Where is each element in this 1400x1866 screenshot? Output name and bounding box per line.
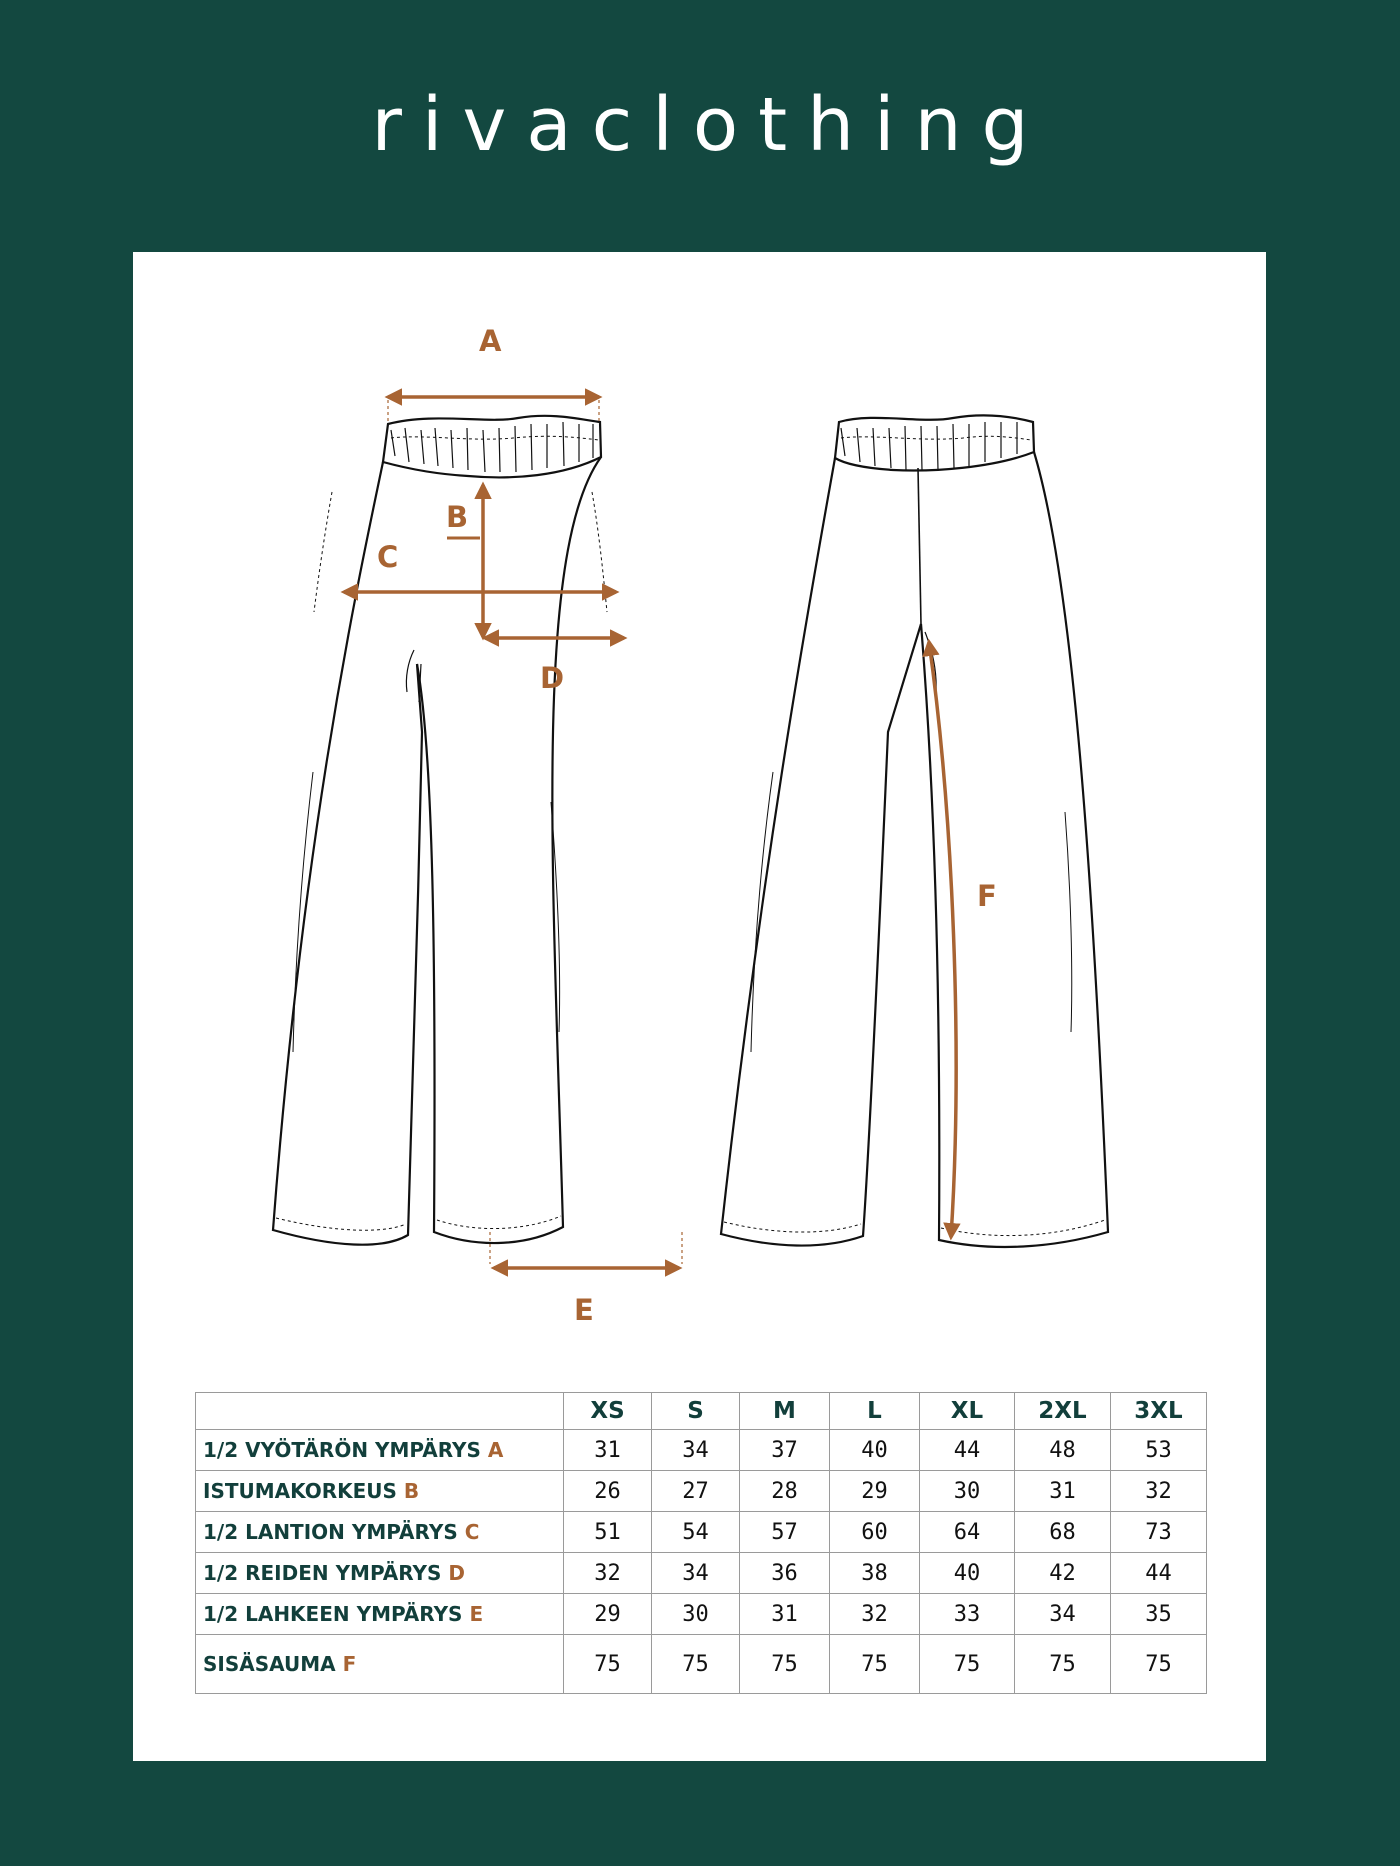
table-cell: 54 <box>652 1512 740 1553</box>
row-label-text: 1/2 REIDEN YMPÄRYS <box>203 1561 442 1585</box>
row-label <box>196 1635 564 1694</box>
table-cell: 44 <box>920 1430 1015 1471</box>
table-cell: 32 <box>830 1594 920 1635</box>
table-cell: 75 <box>920 1635 1015 1694</box>
row-letter: B <box>403 1479 420 1503</box>
measure-label-c: C <box>377 540 399 574</box>
table-cell: 32 <box>564 1553 652 1594</box>
table-row <box>196 1512 1207 1553</box>
table-row <box>196 1553 1207 1594</box>
size-header: L <box>830 1393 920 1430</box>
table-cell: 31 <box>740 1594 830 1635</box>
table-cell: 29 <box>564 1594 652 1635</box>
table-cell: 34 <box>652 1430 740 1471</box>
table-cell: 57 <box>740 1512 830 1553</box>
measure-f-line <box>929 642 956 1237</box>
measure-label-d: D <box>540 661 565 695</box>
table-cell: 48 <box>1015 1430 1111 1471</box>
table-cell: 64 <box>920 1512 1015 1553</box>
table-cell: 40 <box>830 1430 920 1471</box>
measure-label-b: B <box>446 500 469 534</box>
table-cell: 51 <box>564 1512 652 1553</box>
table-cell: 75 <box>740 1635 830 1694</box>
table-cell: 42 <box>1015 1553 1111 1594</box>
table-cell: 32 <box>1111 1471 1207 1512</box>
table-cell: 26 <box>564 1471 652 1512</box>
back-view-drawing <box>721 415 1108 1247</box>
row-label <box>196 1512 564 1553</box>
row-label-text: SISÄSAUMA <box>203 1652 336 1676</box>
table-cell: 60 <box>830 1512 920 1553</box>
row-letter: A <box>487 1438 504 1462</box>
measure-label-f: F <box>977 879 997 913</box>
table-row <box>196 1594 1207 1635</box>
table-cell: 53 <box>1111 1430 1207 1471</box>
trousers-technical-drawing <box>133 252 1266 1372</box>
measure-label-a: A <box>479 324 502 358</box>
row-label <box>196 1553 564 1594</box>
table-row <box>196 1430 1207 1471</box>
measure-label-e: E <box>574 1293 594 1327</box>
size-chart-table <box>195 1392 1207 1694</box>
table-cell: 44 <box>1111 1553 1207 1594</box>
size-header: XL <box>920 1393 1015 1430</box>
table-cell: 35 <box>1111 1594 1207 1635</box>
table-cell: 34 <box>1015 1594 1111 1635</box>
row-letter: F <box>342 1652 357 1676</box>
table-cell: 29 <box>830 1471 920 1512</box>
table-cell: 30 <box>920 1471 1015 1512</box>
table-row <box>196 1635 1207 1694</box>
table-cell: 75 <box>564 1635 652 1694</box>
table-cell: 75 <box>1111 1635 1207 1694</box>
row-label-text: ISTUMAKORKEUS <box>203 1479 397 1503</box>
table-cell: 75 <box>830 1635 920 1694</box>
table-cell: 31 <box>1015 1471 1111 1512</box>
row-label <box>196 1430 564 1471</box>
row-label-text: 1/2 LANTION YMPÄRYS <box>203 1520 458 1544</box>
size-guide-card <box>133 252 1266 1761</box>
table-cell: 38 <box>830 1553 920 1594</box>
size-header: XS <box>564 1393 652 1430</box>
size-header-row <box>196 1393 1207 1430</box>
size-header: S <box>652 1393 740 1430</box>
empty-header-cell <box>196 1393 564 1430</box>
table-cell: 27 <box>652 1471 740 1512</box>
table-cell: 75 <box>652 1635 740 1694</box>
row-letter: D <box>448 1561 466 1585</box>
table-cell: 73 <box>1111 1512 1207 1553</box>
brand-logo: rivaclothing <box>371 82 1049 168</box>
size-header: M <box>740 1393 830 1430</box>
row-label-text: 1/2 LAHKEEN YMPÄRYS <box>203 1602 463 1626</box>
row-label-text: 1/2 VYÖTÄRÖN YMPÄRYS <box>203 1438 481 1462</box>
table-cell: 31 <box>564 1430 652 1471</box>
row-letter: E <box>469 1602 484 1626</box>
table-cell: 28 <box>740 1471 830 1512</box>
table-cell: 37 <box>740 1430 830 1471</box>
front-view-drawing <box>273 416 607 1245</box>
table-row <box>196 1471 1207 1512</box>
size-header: 2XL <box>1015 1393 1111 1430</box>
table-cell: 75 <box>1015 1635 1111 1694</box>
measurement-lines <box>344 397 956 1268</box>
table-cell: 33 <box>920 1594 1015 1635</box>
row-label <box>196 1594 564 1635</box>
row-label <box>196 1471 564 1512</box>
table-cell: 40 <box>920 1553 1015 1594</box>
table-cell: 68 <box>1015 1512 1111 1553</box>
row-letter: C <box>464 1520 480 1544</box>
table-cell: 34 <box>652 1553 740 1594</box>
table-cell: 30 <box>652 1594 740 1635</box>
table-cell: 36 <box>740 1553 830 1594</box>
size-header: 3XL <box>1111 1393 1207 1430</box>
